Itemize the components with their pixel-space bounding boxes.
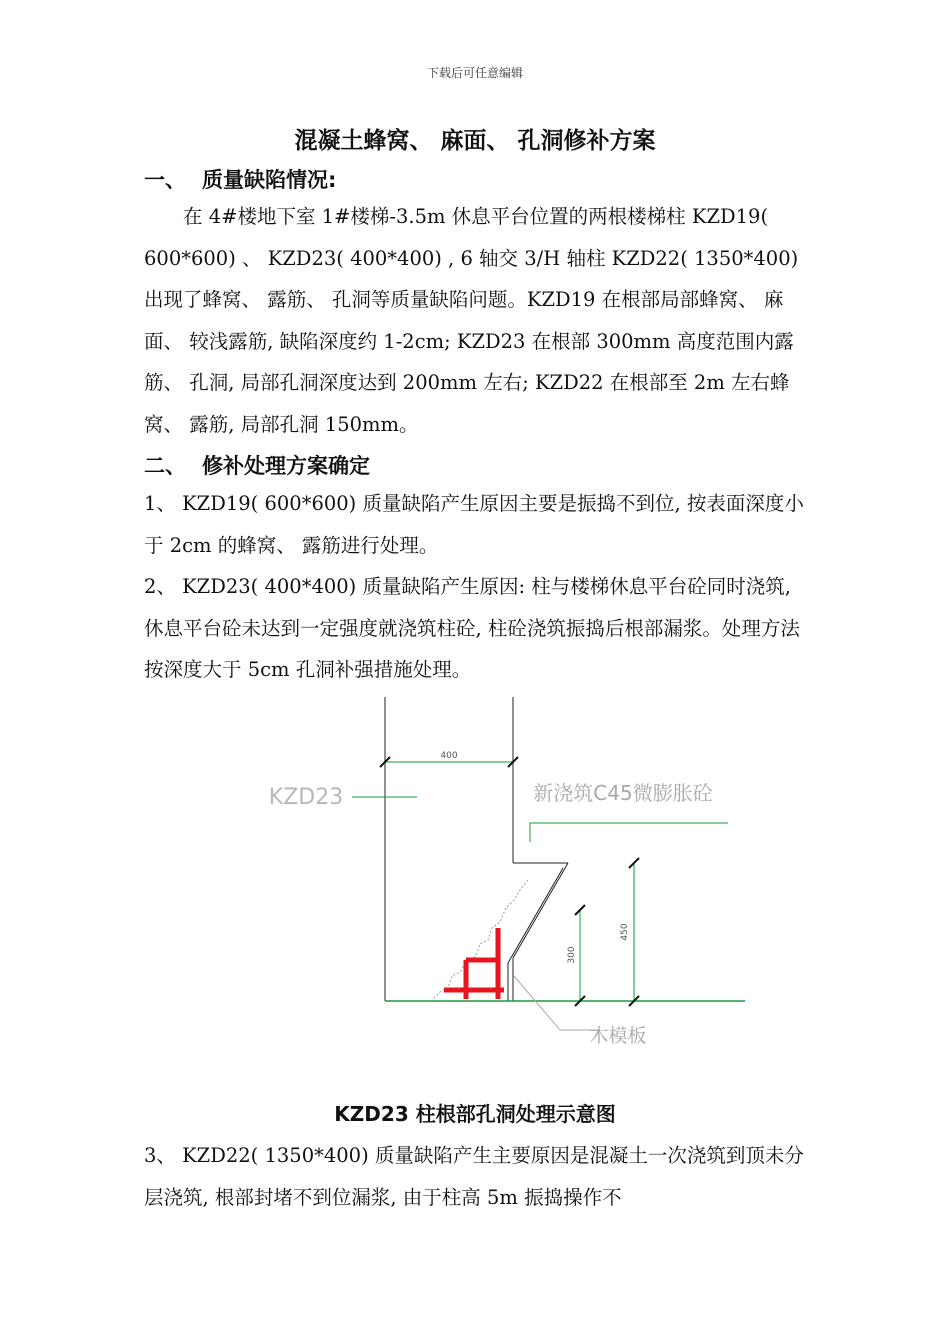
- chamfer-outer: [513, 863, 568, 958]
- diagram-caption: KZD23 柱根部孔洞处理示意图: [334, 1102, 616, 1126]
- item-2: 2、 KZD23( 400*400) 质量缺陷产生原因: 柱与楼梯休息平台砼同时浇筑, 休息平台砼未达到一定强度就浇筑柱砼, 柱砼浇筑振捣后根部漏浆。处理方法按深度大于 5cm 孔洞补强措施处理。: [144, 575, 800, 681]
- column-label: KZD23: [268, 785, 344, 810]
- formwork-label: 木模板: [589, 1025, 647, 1047]
- section-title: 质量缺陷情况:: [202, 168, 337, 192]
- section-title: 修补处理方案确定: [202, 454, 370, 478]
- item-1: 1、 KZD19( 600*600) 质量缺陷产生原因主要是振捣不到位, 按表面深度小于 2cm 的蜂窝、 露筋进行处理。: [144, 492, 804, 557]
- new-concrete-leader: [530, 823, 728, 842]
- formwork-leader: [514, 976, 600, 1030]
- dimension-450-label: 450: [620, 923, 630, 941]
- item-3: 3、 KZD22( 1350*400) 质量缺陷产生主要原因是混凝土一次浇筑到顶未分层浇筑, 根部封堵不到位漏浆, 由于柱高 5m 振捣操作不: [144, 1144, 804, 1209]
- hole-boundary: [432, 880, 528, 1000]
- new-concrete-label: 新浇筑C45微膨胀砼: [533, 781, 713, 805]
- document-title: 混凝土蜂窝、 麻面、 孔洞修补方案: [294, 128, 656, 154]
- section-number: 一、: [144, 168, 186, 192]
- dimension-300-label: 300: [567, 946, 577, 964]
- exposed-rebar: [444, 928, 504, 999]
- dimension-400-label: 400: [440, 751, 458, 761]
- section-number: 二、: [144, 454, 186, 478]
- paragraph-defects: 在 4#楼地下室 1#楼梯-3.5m 休息平台位置的两根楼梯柱 KZD19( 600*600) 、 KZD23( 400*400) , 6 轴交 3/H 轴柱 KZD22( 1350*400) 出现了蜂窝、 露筋、 孔洞等质量缺陷问题。KZD19 在根部局部蜂窝、 麻面、 较浅露筋, 缺陷深度约 1-2cm; KZD23 在根部 300mm 高度范围内露筋、 孔洞, 局部孔洞深度达到 200mm 左右; KZD22 在根部至 2m 左右蜂窝、 露筋, 局部孔洞 150mm。: [144, 205, 799, 436]
- page-header: 下载后可任意编辑: [426, 66, 523, 80]
- chamfer-inner: [508, 868, 563, 963]
